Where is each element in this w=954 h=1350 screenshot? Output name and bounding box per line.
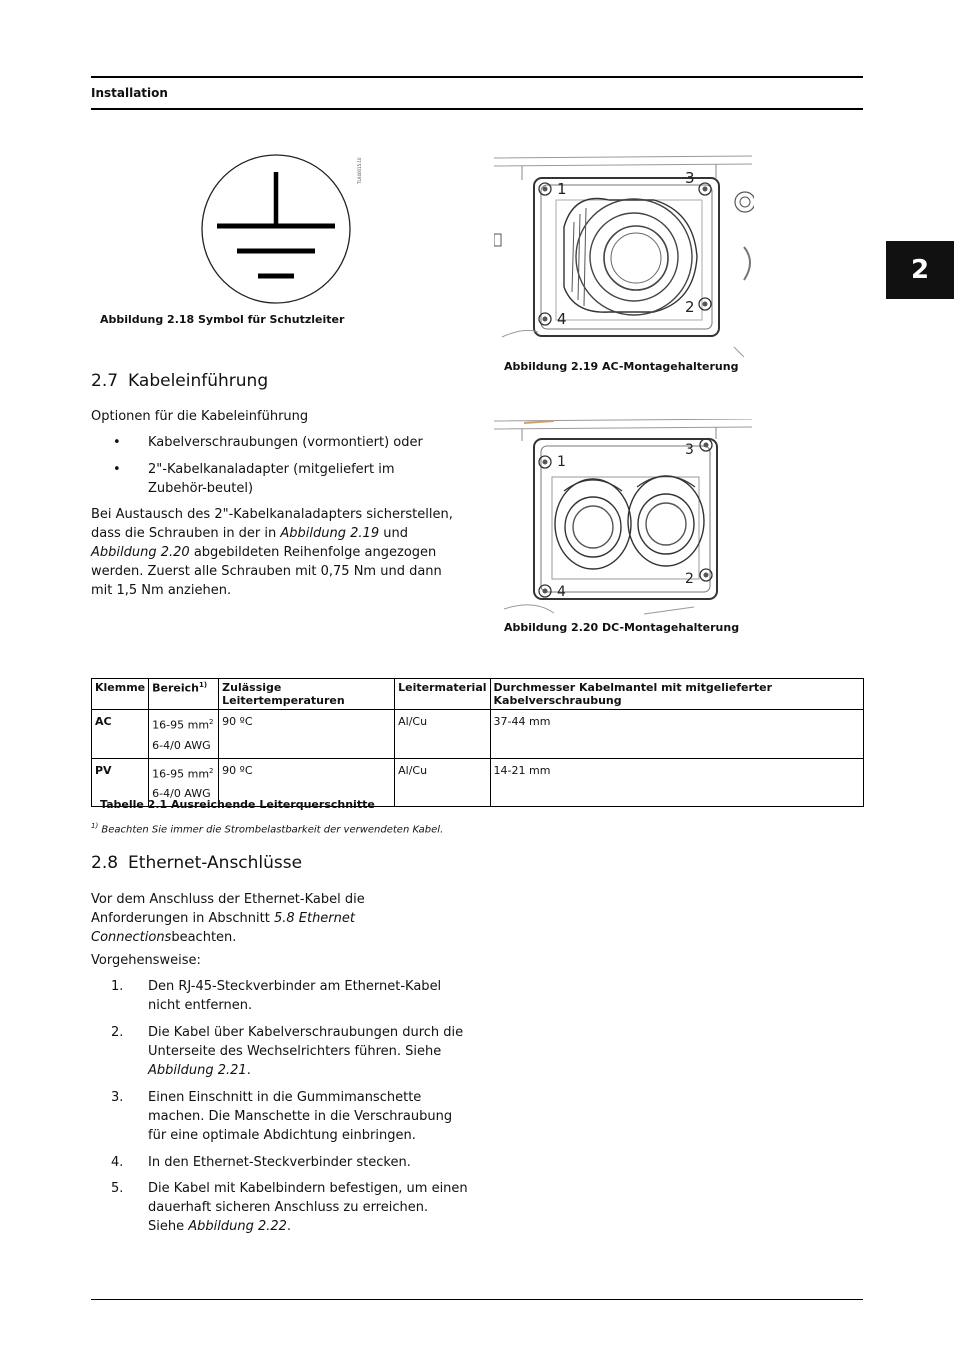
cable-entry-intro: Optionen für die Kabeleinführung — [91, 409, 309, 424]
cell-durchmesser: 14-21 mm — [490, 758, 863, 807]
cell-klemme: AC — [92, 710, 149, 759]
ac-mounting-bracket-drawing — [494, 152, 754, 357]
caption-fig-2-19: Abbildung 2.19 AC-Montagehalterung — [504, 360, 739, 373]
screw-label-3: 3 — [685, 169, 695, 187]
dc-mounting-bracket-drawing — [494, 419, 754, 617]
header-bottom-rule — [91, 108, 863, 110]
cell-material: Al/Cu — [395, 758, 490, 807]
list-item: 3. Einen Einschnitt in die Gummimanschette machen. Die Manschette in die Verschraubung für eine optimale Abdichtung einbringen. — [111, 1090, 453, 1143]
col-durchmesser: Durchmesser Kabelmantel mit mitgelieferter Kabelverschraubung — [490, 679, 863, 710]
caption-fig-2-20: Abbildung 2.20 DC-Montagehalterung — [504, 621, 740, 634]
ethernet-intro-paragraph: Vor dem Anschluss der Ethernet-Kabel die Anforderungen in Abschnitt 5.8 Ethernet Connectionsbeachten. — [91, 892, 365, 945]
conductor-table — [91, 678, 864, 807]
list-item: • 2"-Kabelkanaladapter (mitgeliefert im Zubehör-beutel) — [113, 462, 395, 496]
col-klemme: Klemme — [92, 679, 149, 710]
list-item: 1. Den RJ-45-Steckverbinder am Ethernet-Kabel nicht entfernen. — [111, 979, 442, 1013]
screw-label-4: 4 — [557, 310, 567, 328]
list-item: 4. In den Ethernet-Steckverbinder stecken. — [111, 1155, 411, 1170]
section-heading-2-8: 2.8 Ethernet-Anschlüsse — [91, 853, 303, 873]
screw-label-4: 4 — [557, 584, 566, 600]
cell-durchmesser: 37-44 mm — [490, 710, 863, 759]
cell-bereich: 16-95 $mm^2$ 6-4/0 AWG — [149, 758, 219, 807]
col-temperatur: Zulässige Leitertemperaturen — [219, 679, 395, 710]
header-top-rule — [91, 76, 863, 78]
caption-table-2-1: Tabelle 2.1 Ausreichende Leiterquerschnitte — [100, 798, 375, 811]
screw-label-2: 2 — [685, 571, 694, 587]
section-heading-2-7: 2.7 Kabeleinführung — [91, 371, 269, 391]
col-bereich: Bereich$^{1)}$ — [149, 679, 219, 710]
list-item: 2. Die Kabel über Kabelverschraubungen durch die Unterseite des Wechselrichters führen. Siehe Abbildung 2.21. — [111, 1025, 464, 1078]
figure-code: TLX40015.10 — [357, 157, 362, 184]
caption-fig-2-18: Abbildung 2.18 Symbol für Schutzleiter — [100, 313, 345, 326]
cell-bereich: 16-95 $mm^2$ 6-4/0 AWG — [149, 710, 219, 759]
screw-label-3: 3 — [685, 442, 694, 458]
cell-material: Al/Cu — [395, 710, 490, 759]
footer-rule — [91, 1299, 863, 1300]
col-material: Leitermaterial — [395, 679, 490, 710]
procedure-label: Vorgehensweise: — [91, 953, 201, 968]
list-item: • Kabelverschraubungen (vormontiert) oder — [113, 435, 423, 450]
screw-label-1: 1 — [557, 180, 567, 198]
cell-klemme: PV — [92, 758, 149, 807]
cell-temperatur: 90 ºC — [219, 758, 395, 807]
table-row — [92, 710, 864, 759]
table-header-row — [92, 679, 864, 710]
running-header: Installation — [91, 86, 168, 100]
cable-entry-paragraph: Bei Austausch des 2"-Kabelkanaladapters sicherstellen, dass die Schrauben in der in Abbildung 2.19 und Abbildung 2.20 abgebildeten Reihenfolge angezogen werden. Zuerst alle Schrauben mit 0,75 Nm und dann mit 1,5 Nm anziehen. — [91, 507, 453, 598]
list-item: 5. Die Kabel mit Kabelbindern befestigen, um einen dauerhaft sicheren Anschluss zu erreichen. Siehe Abbildung 2.22. — [111, 1181, 468, 1234]
table-footnote: $^{1)}$ Beachten Sie immer die Strombelastbarkeit der verwendeten Kabel. — [91, 822, 444, 836]
screw-label-2: 2 — [685, 298, 695, 316]
screw-label-1: 1 — [557, 454, 566, 470]
chapter-tab: 2 — [886, 241, 954, 299]
cell-temperatur: 90 ºC — [219, 710, 395, 759]
